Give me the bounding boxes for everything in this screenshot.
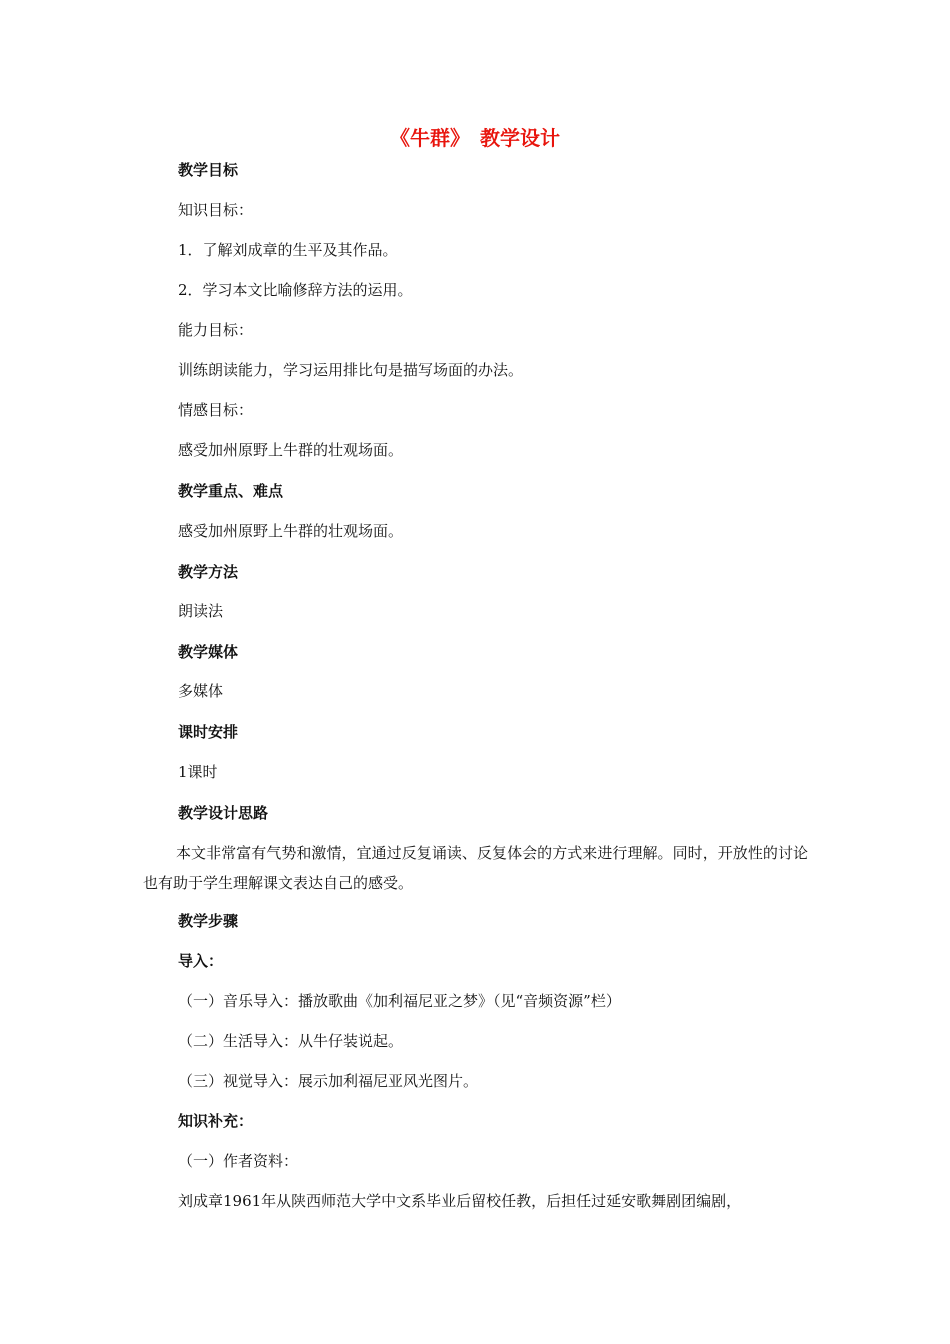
knowledge-goal-2: 2．学习本文比喻修辞方法的运用。 <box>178 281 413 299</box>
heading-introduction: 导入： <box>178 952 224 970</box>
teaching-method-text: 朗读法 <box>178 602 224 620</box>
heading-teaching-goals: 教学目标 <box>178 161 239 179</box>
heading-design-idea: 教学设计思路 <box>178 804 269 822</box>
design-idea-paragraph: 本文非常富有气势和激情，宜通过反复诵读、反复体会的方式来进行理解。同时，开放性的讨论也有助于学生理解课文表达自己的感受。 <box>143 844 808 892</box>
teaching-media-text: 多媒体 <box>178 682 224 700</box>
heading-teaching-media: 教学媒体 <box>178 643 239 661</box>
subheading-knowledge-goals: 知识目标： <box>178 201 254 219</box>
intro-step-2: （二）生活导入：从牛仔装说起。 <box>178 1032 404 1050</box>
document-title: 《牛群》 教学设计 <box>390 126 560 150</box>
heading-teaching-steps: 教学步骤 <box>178 912 239 930</box>
author-info-text: 刘成章1961年从陕西师范大学中文系毕业后留校任教，后担任过延安歌舞剧团编剧， <box>178 1192 742 1210</box>
schedule-text: 1课时 <box>178 763 218 781</box>
ability-goal-text: 训练朗读能力，学习运用排比句是描写场面的办法。 <box>178 361 524 379</box>
heading-teaching-method: 教学方法 <box>178 563 239 581</box>
knowledge-goal-1: 1．了解刘成章的生平及其作品。 <box>178 241 398 259</box>
subheading-emotion-goals: 情感目标： <box>178 401 254 419</box>
key-points-text: 感受加州原野上牛群的壮观场面。 <box>178 522 404 540</box>
subheading-author-info: （一）作者资料： <box>178 1152 299 1170</box>
heading-key-points: 教学重点、难点 <box>178 482 284 500</box>
intro-step-3: （三）视觉导入：展示加利福尼亚风光图片。 <box>178 1072 479 1090</box>
heading-schedule: 课时安排 <box>178 723 239 741</box>
subheading-ability-goals: 能力目标： <box>178 321 254 339</box>
heading-knowledge-supplement: 知识补充： <box>178 1112 254 1130</box>
emotion-goal-text: 感受加州原野上牛群的壮观场面。 <box>178 441 404 459</box>
intro-step-1: （一）音乐导入：播放歌曲《加利福尼亚之梦》（见“音频资源”栏） <box>178 992 621 1010</box>
